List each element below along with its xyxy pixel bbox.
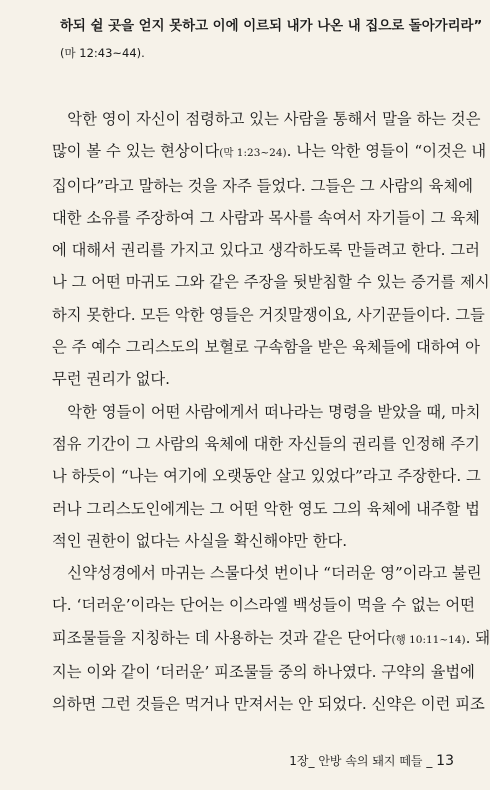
- line-text: 악한 영이 자신이 점령하고 있는 사람을 통해서 말을 하는 것은: [52, 110, 481, 128]
- text-line: [52, 656, 475, 688]
- text-line: [52, 135, 487, 169]
- line-text: 무런 권리가 없다.: [52, 370, 171, 389]
- line-text: 나 그 어떤 마귀도 그와 같은 주장을 뒷받침할 수 있는 증거를 제시: [52, 273, 490, 292]
- scripture-quote: [60, 14, 483, 66]
- text-line: [52, 525, 454, 557]
- quote-line: 하되 쉴 곳을 얻지 못하고 이에 이르되 내가 나온 내 집으로 돌아가리라”: [60, 19, 483, 34]
- text-line: [52, 622, 490, 656]
- line-text: 은 주 예수 그리스도의 보혈로 구속함을 받은 육체들에 대하여 아: [52, 338, 480, 357]
- line-text: 다. ‘더러운’이라는 단어는 이스라엘 백성들이 먹을 수 없는 어떤: [52, 596, 475, 615]
- line-text: 적인 권한이 없다는 사실을 확신해야만 한다.: [52, 531, 348, 550]
- text-line: [52, 202, 480, 234]
- line-text: 신약성경에서 마귀는 스물다섯 번이나 “더러운 영”이라고 불린: [52, 564, 482, 583]
- paragraph: [52, 557, 490, 720]
- text-line: [52, 103, 481, 135]
- text-line: [52, 688, 485, 720]
- line-text: 점유 기간이 그 사람의 육체에 대한 자신들의 권리를 인정해 주기: [52, 434, 480, 453]
- text-line: [52, 331, 480, 363]
- text-line: [52, 396, 481, 428]
- text-line: [52, 589, 475, 621]
- line-text: 대한 소유를 주장하여 그 사람과 목사를 속여서 자기들이 그 육체: [52, 208, 480, 227]
- text-line: [52, 428, 480, 460]
- line-text: 지는 이와 같이 ‘더러운’ 피조물들 중의 하나였다. 구약의 율법에: [52, 663, 475, 682]
- scripture-reference: (행 10:11~14): [391, 633, 466, 646]
- body-text: [52, 103, 490, 721]
- paragraph: [52, 103, 490, 396]
- line-text: 하지 못한다. 모든 악한 영들은 거짓말쟁이요, 사기꾼들이다. 그들: [52, 305, 485, 324]
- line-text: 피조물들을 지칭하는 데 사용하는 것과 같은 단어다: [52, 628, 392, 647]
- line-text: 에 대해서 권리를 가지고 있다고 생각하도록 만들려고 한다. 그러: [52, 241, 480, 260]
- text-line: [52, 363, 454, 395]
- page-number: 13: [436, 753, 454, 769]
- line-text-tail: . 나는 악한 영들이 “이것은 내: [286, 142, 487, 161]
- line-text: 집이다”라고 말하는 것을 자주 들었다. 그들은 그 사람의 육체에: [52, 176, 474, 195]
- text-line: [52, 170, 474, 202]
- text-line: [52, 493, 480, 525]
- line-text: 의하면 그런 것들은 먹거나 만져서는 안 되었다. 신약은 이런 피조: [52, 695, 485, 714]
- scripture-reference: (막 1:23~24): [219, 147, 287, 160]
- quote-reference: (마 12:43~44).: [60, 46, 145, 60]
- text-line: [52, 266, 490, 298]
- text-line: [52, 234, 480, 266]
- text-line: [52, 460, 481, 492]
- line-text: 나 하듯이 “나는 여기에 오랫동안 살고 있었다”라고 주장한다. 그: [52, 467, 481, 486]
- page-footer: [289, 752, 454, 769]
- chapter-title: 1장_ 안방 속의 돼지 떼들 _: [289, 754, 433, 768]
- line-text: 러나 그리스도인에게는 그 어떤 악한 영도 그의 육체에 내주할 법: [52, 499, 480, 518]
- line-text: 많이 볼 수 있는 현상이다: [52, 142, 220, 161]
- line-text-tail: . 돼: [465, 628, 490, 647]
- text-line: [52, 557, 482, 589]
- paragraph: [52, 396, 481, 557]
- text-line: [52, 299, 485, 331]
- line-text: 악한 영들이 어떤 사람에게서 떠나라는 명령을 받았을 때, 마치: [52, 402, 481, 421]
